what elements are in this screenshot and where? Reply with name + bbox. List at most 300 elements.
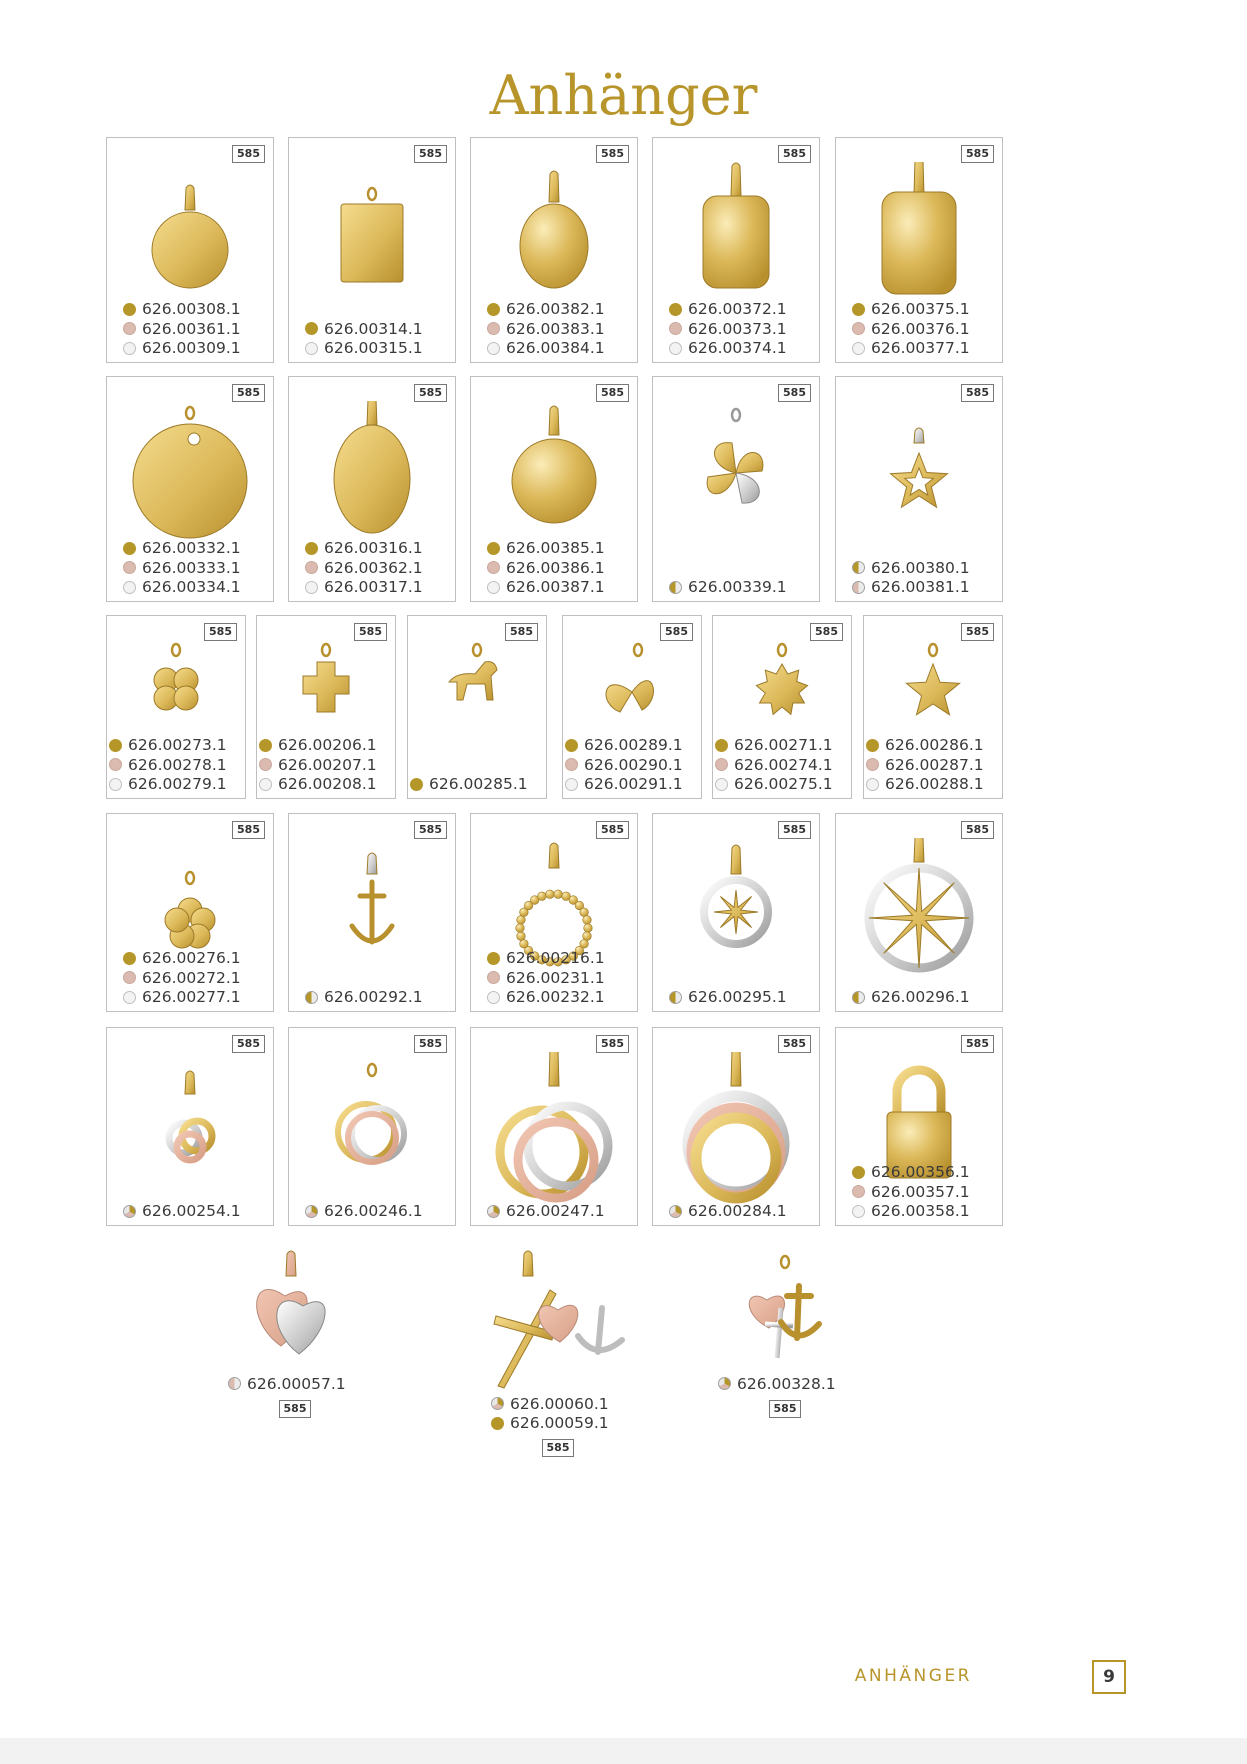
pendant-image (662, 401, 810, 535)
metal-color-dot (487, 322, 500, 335)
article-number: 626.00372.1 (688, 300, 787, 319)
product-code-row (259, 775, 393, 795)
metal-color-dot (123, 1205, 136, 1218)
gold-purity-badge: 585 (232, 384, 265, 402)
article-number: 626.00362.1 (324, 558, 423, 577)
product-codes (289, 539, 455, 598)
article-number: 626.00231.1 (506, 968, 605, 987)
bottom-band (0, 1738, 1247, 1764)
gold-purity-badge: 585 (778, 1035, 811, 1053)
metal-color-dot (123, 322, 136, 335)
gold-purity-badge: 585 (232, 1035, 265, 1053)
pendant-image (722, 640, 842, 734)
product-code-row (305, 319, 439, 339)
gold-purity-badge: 585 (961, 145, 994, 163)
gold-purity-badge: 585 (596, 145, 629, 163)
metal-color-dot (669, 322, 682, 335)
product-card[interactable] (652, 813, 820, 1012)
article-number: 626.00380.1 (871, 558, 970, 577)
product-code-row (123, 539, 257, 559)
metal-color-dot (852, 1185, 865, 1198)
product-codes (653, 300, 819, 359)
product-code-row (487, 558, 621, 578)
gold-purity-badge: 585 (279, 1400, 312, 1418)
pendant-image (845, 838, 993, 992)
pendant-image (572, 640, 692, 734)
product-code-row (123, 968, 257, 988)
article-number: 626.00292.1 (324, 988, 423, 1007)
product-card[interactable] (562, 615, 702, 799)
article-number: 626.00316.1 (324, 539, 423, 558)
product-codes (836, 300, 1002, 359)
gold-purity-badge: 585 (232, 145, 265, 163)
metal-color-dot (565, 758, 578, 771)
product-code-row (669, 300, 803, 320)
product-code-row (123, 558, 257, 578)
gold-purity-badge: 585 (596, 821, 629, 839)
product-card[interactable] (652, 1027, 820, 1226)
article-number: 626.00332.1 (142, 539, 241, 558)
product-code-row (491, 1414, 625, 1434)
metal-color-dot (715, 739, 728, 752)
metal-color-dot (852, 303, 865, 316)
product-code-row (487, 319, 621, 339)
pendant-image (298, 838, 446, 972)
article-number: 626.00375.1 (871, 300, 970, 319)
gold-purity-badge: 585 (961, 623, 994, 641)
product-code-row (852, 1202, 986, 1222)
product-codes (289, 319, 455, 358)
gold-purity-badge: 585 (778, 145, 811, 163)
pendant-image (720, 1250, 850, 1374)
article-number: 626.00276.1 (142, 949, 241, 968)
metal-color-dot (109, 739, 122, 752)
metal-color-dot (852, 581, 865, 594)
article-number: 626.00284.1 (688, 1202, 787, 1221)
product-codes (257, 736, 395, 795)
metal-color-dot (487, 1205, 500, 1218)
metal-color-dot (487, 561, 500, 574)
product-code-row (123, 339, 257, 359)
metal-color-dot (487, 542, 500, 555)
product-card[interactable] (106, 376, 274, 602)
metal-color-dot (259, 778, 272, 791)
gold-purity-badge: 585 (414, 821, 447, 839)
product-codes (471, 1202, 637, 1222)
pendant-image (445, 1250, 671, 1394)
article-number: 626.00317.1 (324, 578, 423, 597)
metal-color-dot (669, 991, 682, 1004)
pendant-image (873, 640, 993, 734)
gold-purity-badge: 585 (414, 384, 447, 402)
product-code-row (487, 968, 621, 988)
product-codes (836, 1163, 1002, 1222)
pendant-image (116, 401, 264, 545)
metal-color-dot (669, 1205, 682, 1218)
product-codes (864, 736, 1002, 795)
pendant-image (845, 401, 993, 535)
metal-color-dot (487, 303, 500, 316)
article-number: 626.00385.1 (506, 539, 605, 558)
product-code-row (669, 1202, 803, 1222)
article-number: 626.00057.1 (247, 1374, 346, 1393)
metal-color-dot (410, 778, 423, 791)
metal-color-dot (487, 971, 500, 984)
product-codes (471, 539, 637, 598)
article-number: 626.00373.1 (688, 319, 787, 338)
metal-color-dot (487, 581, 500, 594)
product-code-row (852, 578, 986, 598)
article-number: 626.00059.1 (510, 1414, 609, 1433)
metal-color-dot (718, 1377, 731, 1390)
product-codes (408, 775, 546, 795)
product-card[interactable] (256, 615, 396, 799)
article-number: 626.00309.1 (142, 339, 241, 358)
product-codes (471, 949, 637, 1008)
product-code-row (669, 578, 803, 598)
metal-color-dot (123, 581, 136, 594)
product-code-row (565, 755, 699, 775)
metal-color-dot (259, 739, 272, 752)
article-number: 626.00206.1 (278, 736, 377, 755)
article-number: 626.00356.1 (871, 1163, 970, 1182)
product-card[interactable] (835, 1027, 1003, 1226)
product-code-row (259, 755, 393, 775)
metal-color-dot (669, 342, 682, 355)
product-code-row (852, 319, 986, 339)
metal-color-dot (123, 342, 136, 355)
product-card[interactable] (863, 615, 1003, 799)
article-number: 626.00334.1 (142, 578, 241, 597)
gold-purity-badge: 585 (414, 145, 447, 163)
product-card[interactable] (106, 137, 274, 363)
gold-purity-badge: 585 (354, 623, 387, 641)
product-codes (653, 988, 819, 1008)
article-number: 626.00295.1 (688, 988, 787, 1007)
product-code-row (305, 1202, 439, 1222)
product-codes (225, 1374, 365, 1394)
product-code-row (305, 339, 439, 359)
article-number: 626.00377.1 (871, 339, 970, 358)
product-code-row (852, 1182, 986, 1202)
product-code-row (718, 1374, 852, 1394)
product-card[interactable] (652, 376, 820, 602)
product-code-row (487, 578, 621, 598)
metal-color-dot (487, 342, 500, 355)
metal-color-dot (259, 758, 272, 771)
article-number: 626.00271.1 (734, 736, 833, 755)
pendant-image (480, 401, 628, 545)
article-number: 626.00290.1 (584, 755, 683, 774)
product-codes (107, 949, 273, 1008)
product-codes (563, 736, 701, 795)
pendant-image (298, 1052, 446, 1206)
product-code-row (109, 775, 243, 795)
gold-purity-badge: 585 (204, 623, 237, 641)
article-number: 626.00296.1 (871, 988, 970, 1007)
product-code-row (487, 949, 621, 969)
article-number: 626.00232.1 (506, 988, 605, 1007)
metal-color-dot (866, 778, 879, 791)
product-codes (289, 988, 455, 1008)
article-number: 626.00387.1 (506, 578, 605, 597)
article-number: 626.00315.1 (324, 339, 423, 358)
article-number: 626.00328.1 (737, 1374, 836, 1393)
article-number: 626.00339.1 (688, 578, 787, 597)
product-code-row (487, 1202, 621, 1222)
product-codes (713, 736, 851, 795)
product-code-row (669, 319, 803, 339)
metal-color-dot (487, 952, 500, 965)
product-code-row (715, 755, 849, 775)
product-codes (836, 988, 1002, 1008)
footer-section-label: ANHÄNGER (854, 1666, 972, 1686)
product-codes (653, 1202, 819, 1222)
product-code-row (491, 1394, 625, 1414)
product-card[interactable] (288, 813, 456, 1012)
product-code-row (852, 339, 986, 359)
product-card[interactable] (835, 376, 1003, 602)
metal-color-dot (305, 991, 318, 1004)
product-code-row (487, 539, 621, 559)
product-codes (107, 1202, 273, 1222)
pendant-image (116, 640, 236, 734)
product-code-row (669, 988, 803, 1008)
product-code-row (123, 578, 257, 598)
product-card[interactable] (835, 813, 1003, 1012)
page-title: Anhänger (489, 64, 758, 127)
product-codes (107, 300, 273, 359)
article-number: 626.00374.1 (688, 339, 787, 358)
gold-purity-badge: 585 (542, 1439, 575, 1457)
metal-color-dot (852, 342, 865, 355)
product-card[interactable] (106, 615, 246, 799)
article-number: 626.00216.1 (506, 949, 605, 968)
metal-color-dot (669, 303, 682, 316)
metal-color-dot (123, 542, 136, 555)
article-number: 626.00361.1 (142, 319, 241, 338)
metal-color-dot (228, 1377, 241, 1390)
product-code-row (123, 319, 257, 339)
metal-color-dot (715, 758, 728, 771)
product-code-row (109, 736, 243, 756)
metal-color-dot (487, 991, 500, 1004)
article-number: 626.00384.1 (506, 339, 605, 358)
metal-color-dot (305, 581, 318, 594)
product-code-row (123, 949, 257, 969)
product-card[interactable] (288, 376, 456, 602)
pendant-image (662, 1052, 810, 1226)
metal-color-dot (852, 991, 865, 1004)
product-code-row (866, 755, 1000, 775)
metal-color-dot (109, 758, 122, 771)
product-code-row (410, 775, 544, 795)
product-code-row (669, 339, 803, 359)
product-codes (471, 300, 637, 359)
article-number: 626.00278.1 (128, 755, 227, 774)
product-code-row (123, 988, 257, 1008)
metal-color-dot (852, 1205, 865, 1218)
pendant-image (480, 162, 628, 296)
product-code-row (866, 775, 1000, 795)
pendant-image (298, 401, 446, 545)
gold-purity-badge: 585 (810, 623, 843, 641)
product-code-row (487, 339, 621, 359)
pendant-image (480, 1052, 628, 1226)
gold-purity-badge: 585 (769, 1400, 802, 1418)
product-code-row (852, 300, 986, 320)
article-number: 626.00287.1 (885, 755, 984, 774)
metal-color-dot (715, 778, 728, 791)
metal-color-dot (565, 778, 578, 791)
gold-purity-badge: 585 (414, 1035, 447, 1053)
product-card[interactable] (106, 813, 274, 1012)
gold-purity-badge: 585 (660, 623, 693, 641)
pendant-image (845, 162, 993, 301)
pendant-image (417, 640, 537, 734)
product-card[interactable] (470, 813, 638, 1012)
article-number: 626.00274.1 (734, 755, 833, 774)
product-code-row (123, 300, 257, 320)
article-number: 626.00357.1 (871, 1182, 970, 1201)
product-codes (445, 1394, 671, 1433)
product-code-row (852, 558, 986, 578)
product-item[interactable] (720, 1250, 850, 1425)
metal-color-dot (852, 561, 865, 574)
metal-color-dot (491, 1397, 504, 1410)
metal-color-dot (305, 1205, 318, 1218)
product-code-row (866, 736, 1000, 756)
product-codes (107, 539, 273, 598)
article-number: 626.00279.1 (128, 775, 227, 794)
article-number: 626.00247.1 (506, 1202, 605, 1221)
article-number: 626.00382.1 (506, 300, 605, 319)
pendant-image (298, 162, 446, 296)
pendant-image (116, 162, 264, 296)
article-number: 626.00285.1 (429, 775, 528, 794)
pendant-image (266, 640, 386, 734)
article-number: 626.00383.1 (506, 319, 605, 338)
metal-color-dot (852, 1166, 865, 1179)
article-number: 626.00208.1 (278, 775, 377, 794)
product-code-row (123, 1202, 257, 1222)
product-codes (836, 558, 1002, 597)
product-card[interactable] (652, 137, 820, 363)
metal-color-dot (123, 561, 136, 574)
product-code-row (305, 558, 439, 578)
pendant-image (662, 162, 810, 296)
article-number: 626.00060.1 (510, 1394, 609, 1413)
article-number: 626.00277.1 (142, 988, 241, 1007)
gold-purity-badge: 585 (596, 1035, 629, 1053)
article-number: 626.00314.1 (324, 319, 423, 338)
metal-color-dot (109, 778, 122, 791)
product-card[interactable] (712, 615, 852, 799)
product-card[interactable] (288, 137, 456, 363)
gold-purity-badge: 585 (232, 821, 265, 839)
metal-color-dot (565, 739, 578, 752)
product-code-row (305, 539, 439, 559)
article-number: 626.00207.1 (278, 755, 377, 774)
article-number: 626.00273.1 (128, 736, 227, 755)
metal-color-dot (852, 322, 865, 335)
pendant-image (116, 1052, 264, 1196)
product-card[interactable] (407, 615, 547, 799)
article-number: 626.00289.1 (584, 736, 683, 755)
product-code-row (228, 1374, 362, 1394)
product-code-row (852, 1163, 986, 1183)
gold-purity-badge: 585 (961, 821, 994, 839)
metal-color-dot (305, 322, 318, 335)
pendant-image (662, 838, 810, 972)
metal-color-dot (123, 971, 136, 984)
product-code-row (715, 736, 849, 756)
product-code-row (109, 755, 243, 775)
metal-color-dot (305, 561, 318, 574)
gold-purity-badge: 585 (778, 821, 811, 839)
product-code-row (565, 775, 699, 795)
product-code-row (259, 736, 393, 756)
product-code-row (715, 775, 849, 795)
article-number: 626.00291.1 (584, 775, 683, 794)
gold-purity-badge: 585 (961, 384, 994, 402)
gold-purity-badge: 585 (961, 1035, 994, 1053)
gold-purity-badge: 585 (596, 384, 629, 402)
product-code-row (565, 736, 699, 756)
product-card[interactable] (470, 376, 638, 602)
product-code-row (305, 578, 439, 598)
article-number: 626.00246.1 (324, 1202, 423, 1221)
article-number: 626.00275.1 (734, 775, 833, 794)
metal-color-dot (866, 739, 879, 752)
metal-color-dot (123, 303, 136, 316)
product-code-row (487, 300, 621, 320)
metal-color-dot (123, 991, 136, 1004)
product-code-row (852, 988, 986, 1008)
metal-color-dot (491, 1417, 504, 1430)
pendant-image (225, 1250, 365, 1374)
article-number: 626.00254.1 (142, 1202, 241, 1221)
product-card[interactable] (835, 137, 1003, 363)
article-number: 626.00333.1 (142, 558, 241, 577)
product-code-row (305, 988, 439, 1008)
metal-color-dot (669, 581, 682, 594)
metal-color-dot (305, 542, 318, 555)
product-codes (653, 578, 819, 598)
article-number: 626.00286.1 (885, 736, 984, 755)
product-item[interactable] (225, 1250, 365, 1430)
product-card[interactable] (106, 1027, 274, 1226)
metal-color-dot (305, 342, 318, 355)
product-codes (289, 1202, 455, 1222)
product-card[interactable] (470, 1027, 638, 1226)
page-number: 9 (1092, 1660, 1126, 1694)
gold-purity-badge: 585 (505, 623, 538, 641)
product-code-row (487, 988, 621, 1008)
article-number: 626.00288.1 (885, 775, 984, 794)
product-card[interactable] (470, 137, 638, 363)
article-number: 626.00381.1 (871, 578, 970, 597)
product-card[interactable] (288, 1027, 456, 1226)
article-number: 626.00386.1 (506, 558, 605, 577)
article-number: 626.00272.1 (142, 968, 241, 987)
product-item[interactable] (445, 1250, 671, 1454)
article-number: 626.00358.1 (871, 1202, 970, 1221)
metal-color-dot (866, 758, 879, 771)
article-number: 626.00308.1 (142, 300, 241, 319)
article-number: 626.00376.1 (871, 319, 970, 338)
gold-purity-badge: 585 (778, 384, 811, 402)
